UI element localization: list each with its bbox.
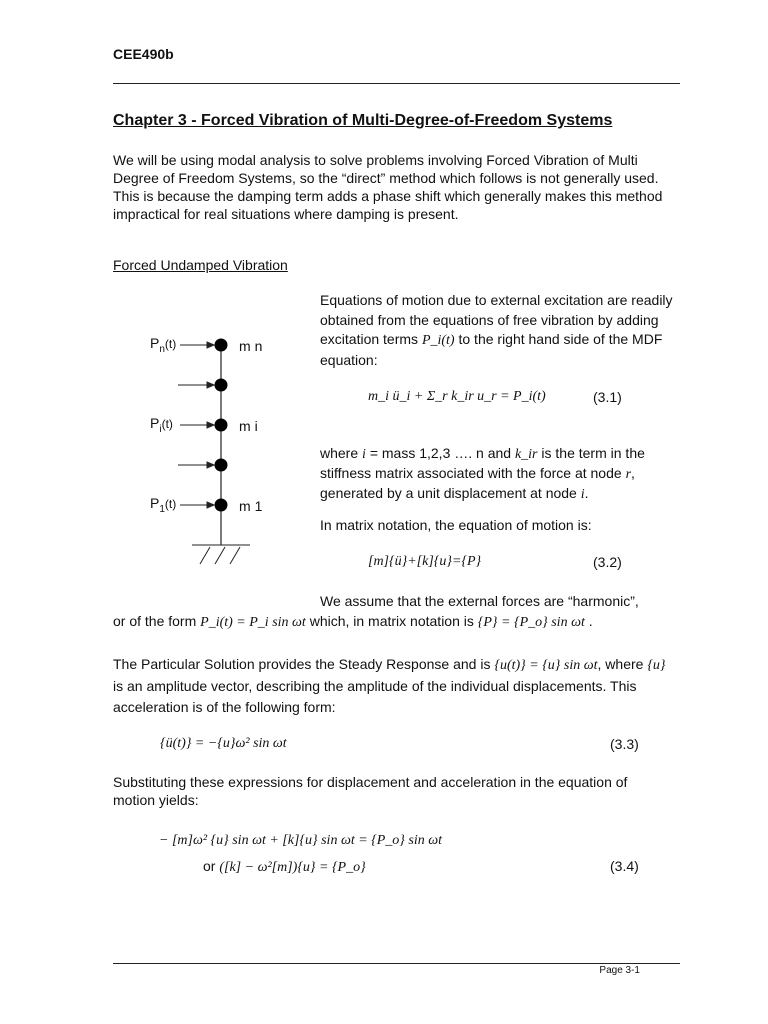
equation-3-2-number: (3.2) — [593, 554, 622, 570]
header-rule — [113, 83, 680, 84]
where-paragraph: where i = mass 1,2,3 …. n and k_ir is the term in the stiffness matrix associated with the force at node r, generated by a unit displacement at node i. — [320, 445, 645, 502]
mass-i — [215, 419, 228, 432]
mass-1 — [215, 499, 228, 512]
excitation-paragraph: Equations of motion due to external excitation are readily obtained from the equations of free vibration by adding excitation terms P_i(t) to the right hand side of the MDF equation: — [320, 292, 673, 368]
mass-node — [215, 459, 228, 472]
equation-3-3-number: (3.3) — [610, 736, 639, 752]
arrowhead — [207, 382, 214, 388]
intro-paragraph: We will be using modal analysis to solve problems involving Forced Vibration of Multi Degree of Freedom Systems, so the “direct” method which follows is not generally used. This is because the damping term adds a phase shift which generally makes this method impractical for real situations where damping is present. — [113, 152, 663, 222]
equation-3-1-number: (3.1) — [593, 389, 622, 405]
equation-3-4-line-2: or ([k] − ω²[m]){u} = {P_o} — [203, 858, 366, 875]
particular-paragraph: The Particular Solution provides the Steady Response and is {u(t)} = {u} sin ωt, where {u} is an amplitude vector, describing the amplitude of the individual displacements. This acceleration is of the following form: — [113, 656, 666, 715]
arrowhead — [207, 422, 214, 428]
label-mi: m i — [239, 418, 258, 434]
course-code: CEE490b — [113, 46, 174, 62]
label-m1: m 1 — [239, 498, 263, 514]
matrix-notation-text: In matrix notation, the equation of motion is: — [320, 517, 592, 533]
arrowhead — [207, 502, 214, 508]
equation-3-4-number: (3.4) — [610, 858, 639, 874]
substituting-paragraph: Substituting these expressions for displacement and acceleration in the equation of motion yields: — [113, 774, 628, 808]
chapter-title: Chapter 3 - Forced Vibration of Multi-Degree-of-Freedom Systems — [113, 112, 613, 129]
footer-rule — [113, 963, 680, 964]
mdof-diagram — [130, 320, 280, 580]
label-p1: $P_1(t)$ — [150, 495, 177, 515]
harmonic-line-2: or of the form P_i(t) = P_i sin ωt which, in matrix notation is {P} = {P_o} sin ωt . — [113, 613, 593, 630]
label-pn: $P_n(t)$ — [150, 335, 177, 355]
label-pi: $P_i(t)$ — [150, 415, 173, 435]
equation-3-4-line-1: − [m]ω² {u} sin ωt + [k]{u} sin ωt = {P_o} sin ωt — [159, 833, 443, 848]
harmonic-line-1: We assume that the external forces are “harmonic”, — [320, 593, 639, 609]
equation-3-1: m_i ü_i + Σ_r k_ir u_r = P_i(t) — [368, 389, 546, 404]
arrowhead — [207, 462, 214, 468]
mass-n — [215, 339, 228, 352]
page-number: Page 3-1 — [599, 965, 640, 976]
equation-3-3: {ü(t)} = −{u}ω² sin ωt — [160, 736, 287, 751]
mass-node — [215, 379, 228, 392]
arrowhead — [207, 342, 214, 348]
equation-3-2: [m]{ü}+[k]{u}={P} — [368, 554, 482, 569]
ground-hatch — [200, 547, 240, 564]
label-mn: m n — [239, 338, 263, 354]
section-heading: Forced Undamped Vibration — [113, 257, 288, 273]
